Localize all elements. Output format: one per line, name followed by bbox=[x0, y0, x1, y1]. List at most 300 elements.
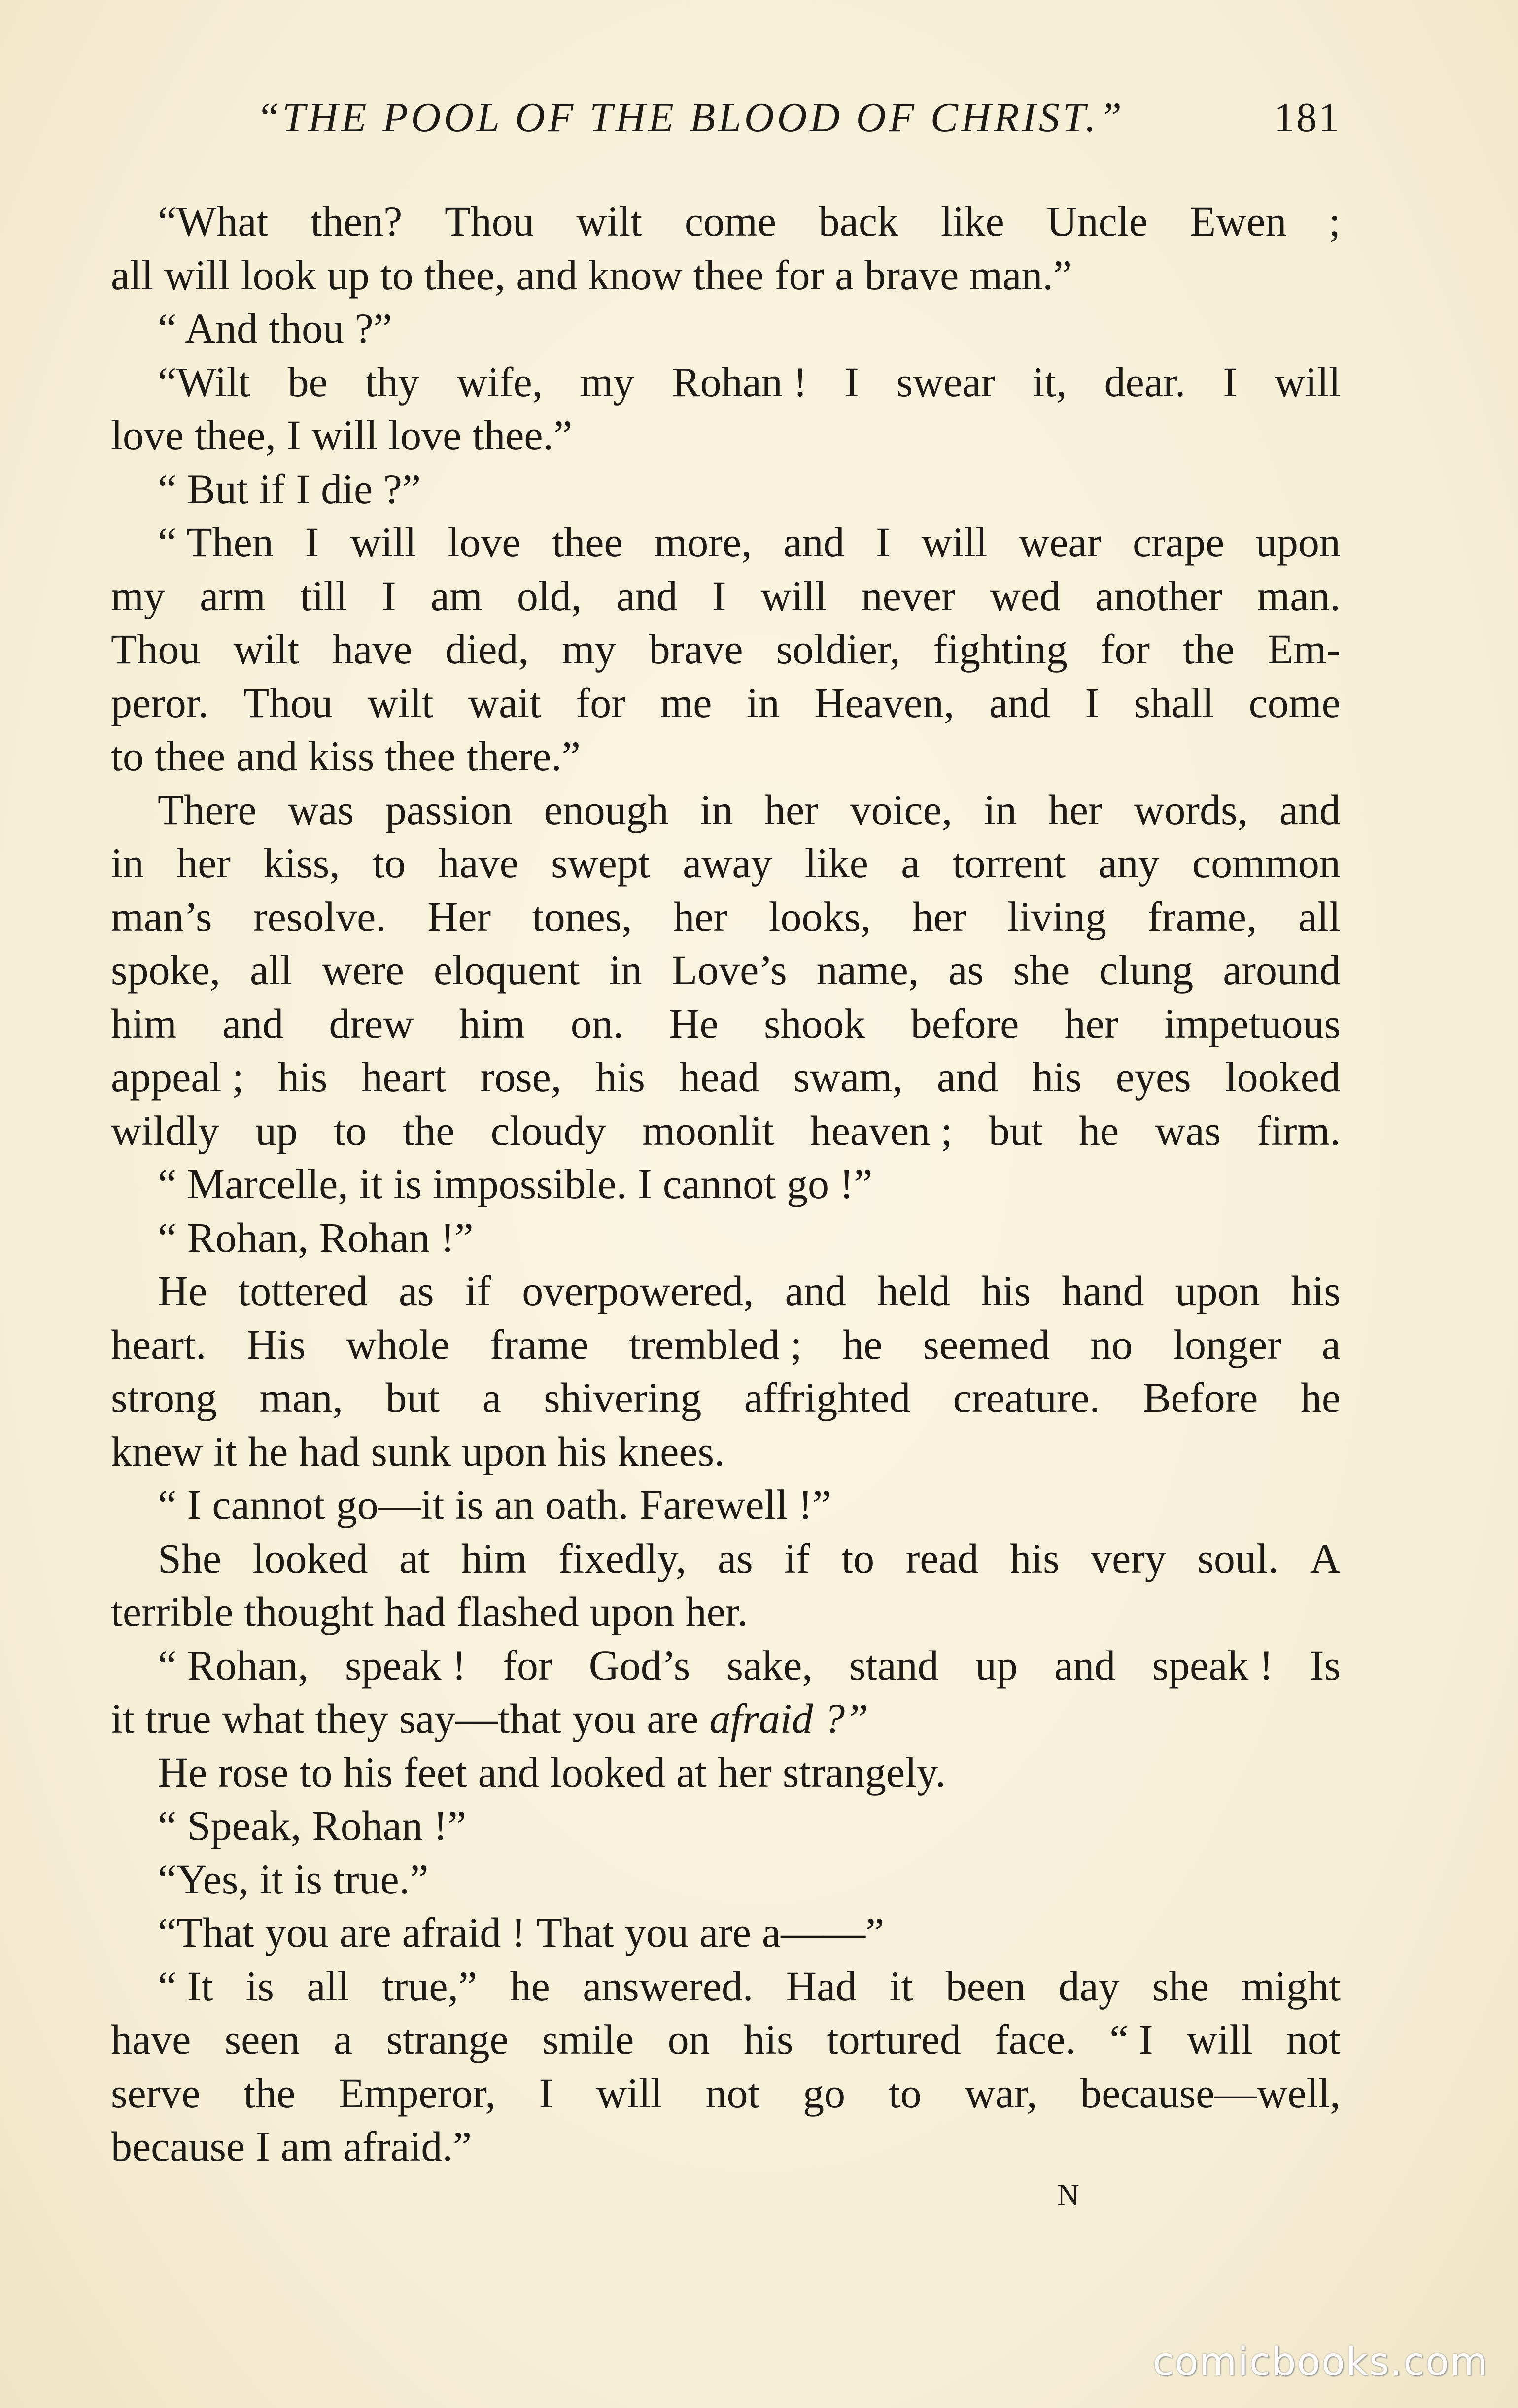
word: soldier, bbox=[776, 625, 900, 673]
word: like bbox=[804, 839, 868, 887]
word: and bbox=[936, 1053, 999, 1101]
word: overpowered, bbox=[522, 1267, 754, 1314]
text-line bbox=[111, 622, 1341, 676]
word: and bbox=[785, 1267, 846, 1314]
word: and bbox=[236, 732, 298, 780]
word: he bbox=[1079, 1106, 1119, 1154]
word: if bbox=[259, 465, 285, 513]
word: on bbox=[667, 2016, 710, 2063]
word: she bbox=[1152, 1962, 1209, 2010]
word: impossible. bbox=[432, 1160, 627, 1207]
word: upon bbox=[1175, 1267, 1260, 1314]
word: his bbox=[557, 1427, 607, 1475]
word: frame, bbox=[1147, 893, 1257, 940]
word: “ Rohan, bbox=[158, 1213, 309, 1261]
word: man’s bbox=[111, 893, 212, 940]
word: Rohan !” bbox=[319, 1213, 474, 1261]
word: know bbox=[588, 251, 683, 299]
word: say—that bbox=[399, 1695, 562, 1742]
word: die ?” bbox=[321, 465, 421, 513]
word: cloudy bbox=[490, 1106, 606, 1154]
word: strangely. bbox=[782, 1748, 946, 1796]
signature-mark: N bbox=[1057, 2179, 1081, 2212]
word: war, bbox=[965, 2069, 1037, 2117]
word: swam, bbox=[793, 1053, 903, 1101]
word: to bbox=[111, 732, 144, 780]
text-line bbox=[111, 302, 1341, 355]
word: speak ! bbox=[345, 1641, 466, 1689]
word: was bbox=[1155, 1106, 1221, 1154]
word: his bbox=[981, 1267, 1031, 1314]
word: She bbox=[158, 1534, 221, 1582]
word: you bbox=[265, 1909, 329, 1956]
word: common bbox=[1192, 839, 1341, 887]
word: Em- bbox=[1267, 625, 1341, 673]
word: will bbox=[1186, 2016, 1253, 2063]
word: thee, bbox=[195, 412, 276, 459]
word: Emperor, bbox=[338, 2069, 496, 2117]
word: it bbox=[359, 1160, 383, 1207]
word: He bbox=[158, 1267, 207, 1314]
word: around bbox=[1223, 946, 1341, 994]
word: sake, bbox=[726, 1641, 813, 1689]
text-line bbox=[111, 1211, 1341, 1265]
word: a bbox=[901, 839, 920, 887]
word: as bbox=[718, 1534, 753, 1582]
word: in bbox=[111, 839, 144, 887]
word: face. bbox=[995, 2016, 1076, 2063]
word: for bbox=[576, 679, 625, 726]
text-line bbox=[111, 997, 1341, 1051]
word: all bbox=[111, 251, 153, 299]
word: held bbox=[877, 1267, 950, 1314]
word: sunk bbox=[371, 1427, 451, 1475]
running-head bbox=[108, 94, 1341, 153]
word: Ewen bbox=[1190, 198, 1287, 245]
word: His bbox=[246, 1320, 306, 1368]
word: all bbox=[307, 1962, 349, 2010]
word: her bbox=[176, 839, 231, 887]
word: Uncle bbox=[1046, 198, 1148, 245]
word: and bbox=[516, 251, 578, 299]
word: and bbox=[1054, 1641, 1116, 1689]
word: because bbox=[111, 2123, 245, 2170]
word: shivering bbox=[544, 1374, 702, 1421]
word: will bbox=[164, 251, 230, 299]
word: Love’s bbox=[671, 946, 787, 994]
word: to bbox=[841, 1534, 875, 1582]
word: thee bbox=[552, 518, 623, 566]
word: him bbox=[459, 999, 525, 1047]
word: thee, bbox=[424, 251, 506, 299]
word: I bbox=[286, 412, 301, 459]
text-line bbox=[111, 1318, 1341, 1372]
word: heaven ; bbox=[810, 1106, 953, 1154]
word: the bbox=[403, 1106, 455, 1154]
word: died, bbox=[445, 625, 529, 673]
word: “ Marcelle, bbox=[158, 1160, 348, 1207]
word: then? bbox=[310, 198, 403, 245]
word: frame bbox=[489, 1320, 589, 1368]
word: resolve. bbox=[253, 893, 386, 940]
word: wildly bbox=[111, 1106, 219, 1154]
word: I bbox=[712, 572, 726, 619]
word: feet bbox=[403, 1748, 467, 1796]
word: up bbox=[327, 251, 370, 299]
word: thought bbox=[244, 1588, 374, 1635]
word: to bbox=[373, 839, 406, 887]
word: thee bbox=[385, 732, 456, 780]
word: for bbox=[503, 1641, 552, 1689]
word: upon bbox=[589, 1588, 675, 1635]
word: be bbox=[287, 358, 328, 406]
word: are bbox=[647, 1695, 699, 1742]
word: fixedly, bbox=[558, 1534, 687, 1582]
word: thee bbox=[693, 251, 764, 299]
word: seen bbox=[224, 2016, 300, 2063]
word: heart bbox=[361, 1053, 447, 1101]
word: looked bbox=[252, 1534, 368, 1582]
word: tottered bbox=[238, 1267, 368, 1314]
word: up bbox=[975, 1641, 1018, 1689]
word: like bbox=[940, 198, 1004, 245]
word: had bbox=[384, 1588, 446, 1635]
word: not bbox=[705, 2069, 760, 2117]
word: “Yes, bbox=[158, 1855, 249, 1903]
word: have bbox=[438, 839, 518, 887]
word: I bbox=[844, 358, 859, 406]
chapter-title: “THE POOL OF THE BLOOD OF CHRIST.” bbox=[256, 95, 1125, 140]
word: he bbox=[510, 1962, 550, 2010]
word: it, bbox=[1033, 358, 1067, 406]
text-line bbox=[111, 1532, 1341, 1585]
word: clung bbox=[1099, 946, 1194, 994]
word: as bbox=[948, 946, 984, 994]
word: kiss bbox=[308, 732, 375, 780]
word: appeal ; bbox=[111, 1053, 244, 1101]
word: love bbox=[111, 412, 184, 459]
text-line bbox=[111, 1906, 1341, 1960]
word: his bbox=[343, 1748, 393, 1796]
word: have bbox=[332, 625, 413, 673]
word: might bbox=[1242, 1962, 1341, 2010]
text-line bbox=[111, 729, 1341, 783]
word: have bbox=[111, 2016, 191, 2063]
word: love bbox=[448, 518, 521, 566]
word: a bbox=[835, 251, 854, 299]
word: oath. bbox=[545, 1481, 629, 1528]
word: will bbox=[596, 2069, 662, 2117]
word: and bbox=[989, 679, 1051, 726]
text-line bbox=[111, 516, 1341, 569]
word: He bbox=[158, 1748, 207, 1796]
word: as bbox=[398, 1267, 434, 1314]
word: it bbox=[213, 1427, 238, 1475]
text-line bbox=[111, 1425, 1341, 1479]
word: love bbox=[388, 412, 462, 459]
text-line bbox=[111, 676, 1341, 730]
word: away bbox=[683, 839, 772, 887]
word: to bbox=[299, 1748, 333, 1796]
word: him bbox=[461, 1534, 527, 1582]
word: strong bbox=[111, 1374, 217, 1421]
word: affrighted bbox=[744, 1374, 911, 1421]
word: looks, bbox=[768, 893, 871, 940]
word: me bbox=[660, 679, 712, 726]
word: I bbox=[256, 2123, 270, 2170]
word: the bbox=[1182, 625, 1235, 673]
word: afraid ?” bbox=[709, 1695, 868, 1742]
word: I bbox=[638, 1160, 652, 1207]
text-line bbox=[111, 890, 1341, 944]
word: “ Rohan, bbox=[158, 1641, 309, 1689]
word: terrible bbox=[111, 1588, 234, 1635]
text-line bbox=[111, 355, 1341, 409]
word: true.” bbox=[333, 1855, 429, 1903]
word: his bbox=[277, 1053, 328, 1101]
word: and bbox=[1279, 786, 1341, 833]
word: “What bbox=[158, 198, 269, 245]
word: swear bbox=[896, 358, 996, 406]
word: brave bbox=[649, 625, 743, 673]
word: she bbox=[1013, 946, 1070, 994]
word: never bbox=[861, 572, 956, 619]
word: torrent bbox=[952, 839, 1066, 887]
word: no bbox=[1090, 1320, 1133, 1368]
word: brave bbox=[864, 251, 959, 299]
word: at bbox=[676, 1748, 707, 1796]
text-line bbox=[111, 1104, 1341, 1158]
word: and bbox=[222, 999, 284, 1047]
text-line bbox=[111, 1050, 1341, 1104]
word: for bbox=[1100, 625, 1150, 673]
word: enough bbox=[544, 786, 669, 833]
word: her bbox=[673, 893, 728, 940]
word: I bbox=[381, 572, 396, 619]
word: up bbox=[255, 1106, 298, 1154]
word: cannot bbox=[662, 1160, 776, 1207]
word: “ I bbox=[158, 1481, 202, 1528]
word: all bbox=[1298, 893, 1341, 940]
watermark-logo: comicbooks.com bbox=[1152, 2340, 1488, 2384]
word: my bbox=[111, 572, 165, 619]
text-line bbox=[111, 1746, 1341, 1799]
word: her bbox=[764, 786, 819, 833]
word: in bbox=[984, 786, 1017, 833]
text-line bbox=[111, 1853, 1341, 1906]
word: looked bbox=[550, 1748, 665, 1796]
word: seemed bbox=[923, 1320, 1050, 1368]
word: dear. bbox=[1104, 358, 1186, 406]
word: come bbox=[1248, 679, 1341, 726]
word: flashed bbox=[456, 1588, 579, 1635]
word: I bbox=[1085, 679, 1100, 726]
word: were bbox=[321, 946, 404, 994]
word: my bbox=[561, 625, 616, 673]
word: and bbox=[478, 1748, 539, 1796]
word: strange bbox=[386, 2016, 509, 2063]
text-line bbox=[111, 248, 1341, 302]
word: “Wilt bbox=[158, 358, 250, 406]
word: ; bbox=[1329, 198, 1341, 245]
word: heart. bbox=[111, 1320, 207, 1368]
word: “ And bbox=[158, 305, 258, 352]
word: her. bbox=[685, 1588, 748, 1635]
word: a bbox=[333, 2016, 352, 2063]
word: stand bbox=[849, 1641, 939, 1689]
word: whole bbox=[345, 1320, 449, 1368]
word: crape bbox=[1133, 518, 1225, 566]
word: he bbox=[842, 1320, 883, 1368]
word: living bbox=[1007, 893, 1106, 940]
text-line bbox=[111, 1264, 1341, 1318]
word: “ I bbox=[1109, 2016, 1153, 2063]
word: hand bbox=[1062, 1267, 1144, 1314]
word: creature. bbox=[953, 1374, 1101, 1421]
word: before bbox=[910, 999, 1019, 1047]
word: wear bbox=[1019, 518, 1102, 566]
word: is bbox=[455, 1481, 483, 1528]
word: Heaven, bbox=[814, 679, 955, 726]
word: name, bbox=[816, 946, 919, 994]
text-line bbox=[111, 943, 1341, 997]
word: back bbox=[818, 198, 899, 245]
word: what bbox=[222, 1695, 305, 1742]
word: it bbox=[259, 1855, 283, 1903]
word: will bbox=[350, 518, 416, 566]
word: smile bbox=[542, 2016, 634, 2063]
word: in bbox=[609, 946, 642, 994]
text-line bbox=[111, 195, 1341, 248]
word: I bbox=[876, 518, 890, 566]
word: wife, bbox=[456, 358, 543, 406]
text-line bbox=[111, 462, 1341, 516]
word: thee bbox=[154, 732, 226, 780]
word: God’s bbox=[588, 1641, 690, 1689]
page-number: 181 bbox=[1274, 95, 1341, 140]
word: it bbox=[889, 1962, 913, 2010]
word: he bbox=[1300, 1374, 1341, 1421]
word: wilt bbox=[367, 679, 434, 726]
word: rose, bbox=[480, 1053, 562, 1101]
word: it bbox=[111, 1695, 135, 1742]
word: if bbox=[465, 1267, 491, 1314]
word: the bbox=[243, 2069, 296, 2117]
word: knees. bbox=[618, 1427, 725, 1475]
text-line bbox=[111, 1371, 1341, 1425]
word: you bbox=[625, 1909, 689, 1956]
word: a bbox=[482, 1374, 501, 1421]
word: I bbox=[305, 518, 319, 566]
word: am bbox=[430, 572, 483, 619]
word: will bbox=[921, 518, 988, 566]
word: kiss, bbox=[263, 839, 340, 887]
word: passion bbox=[385, 786, 513, 833]
word: and bbox=[616, 572, 678, 619]
word: been bbox=[945, 1962, 1026, 2010]
word: Her bbox=[427, 893, 491, 940]
word: till bbox=[300, 572, 347, 619]
word: Had bbox=[786, 1962, 857, 2010]
word: go bbox=[803, 2069, 846, 2117]
word: rose bbox=[218, 1748, 289, 1796]
text-line bbox=[111, 1157, 1341, 1211]
word: moonlit bbox=[642, 1106, 774, 1154]
word: go !” bbox=[787, 1160, 873, 1207]
word: afraid ! bbox=[402, 1909, 526, 1956]
word: “ Then bbox=[158, 518, 274, 566]
word: serve bbox=[111, 2069, 201, 2117]
word: my bbox=[580, 358, 635, 406]
word: for bbox=[774, 251, 825, 299]
word: shook bbox=[763, 999, 865, 1047]
word: you bbox=[572, 1695, 636, 1742]
word: will bbox=[760, 572, 827, 619]
word: longer bbox=[1173, 1320, 1281, 1368]
word: will bbox=[311, 412, 378, 459]
word: a——” bbox=[762, 1909, 885, 1956]
word: I bbox=[296, 465, 310, 513]
word: trembled ; bbox=[629, 1320, 802, 1368]
word: but bbox=[385, 1374, 440, 1421]
word: and bbox=[783, 518, 845, 566]
word: are bbox=[699, 1909, 752, 1956]
word: Is bbox=[1310, 1641, 1341, 1689]
word: is bbox=[294, 1855, 322, 1903]
word: drew bbox=[329, 999, 414, 1047]
word: spoke, bbox=[111, 946, 221, 994]
word: any bbox=[1098, 839, 1160, 887]
word: peror. bbox=[111, 679, 209, 726]
word: him bbox=[111, 999, 177, 1047]
word: look bbox=[241, 251, 316, 299]
word: words, bbox=[1134, 786, 1248, 833]
word: they bbox=[315, 1695, 388, 1742]
word: shall bbox=[1134, 679, 1214, 726]
word: go—it bbox=[336, 1481, 445, 1528]
word: if bbox=[784, 1534, 810, 1582]
word: thou ?” bbox=[269, 305, 392, 352]
word: day bbox=[1058, 1962, 1120, 2010]
word: in bbox=[746, 679, 780, 726]
word: her bbox=[718, 1748, 772, 1796]
text-line bbox=[111, 1799, 1341, 1853]
word: her bbox=[1064, 999, 1119, 1047]
word: looked bbox=[1225, 1053, 1341, 1101]
word: am bbox=[280, 2123, 333, 2170]
word: his bbox=[595, 1053, 645, 1101]
word: to bbox=[888, 2069, 922, 2117]
text-line bbox=[111, 1960, 1341, 2013]
body-text bbox=[111, 195, 1341, 2173]
word: will bbox=[1275, 358, 1341, 406]
word: “That bbox=[158, 1909, 254, 1956]
word: thee.” bbox=[472, 412, 573, 459]
word: A bbox=[1310, 1534, 1341, 1582]
word: thy bbox=[365, 358, 419, 406]
word: an bbox=[494, 1481, 534, 1528]
word: his bbox=[1291, 1267, 1341, 1314]
word: to bbox=[334, 1106, 367, 1154]
word: wilt bbox=[233, 625, 300, 673]
text-line bbox=[111, 2120, 1341, 2173]
word: more, bbox=[654, 518, 752, 566]
word: on. bbox=[570, 999, 624, 1047]
word: impetuous bbox=[1164, 999, 1341, 1047]
word: firm. bbox=[1257, 1106, 1341, 1154]
word: read bbox=[905, 1534, 979, 1582]
word: because—well, bbox=[1080, 2069, 1341, 2117]
